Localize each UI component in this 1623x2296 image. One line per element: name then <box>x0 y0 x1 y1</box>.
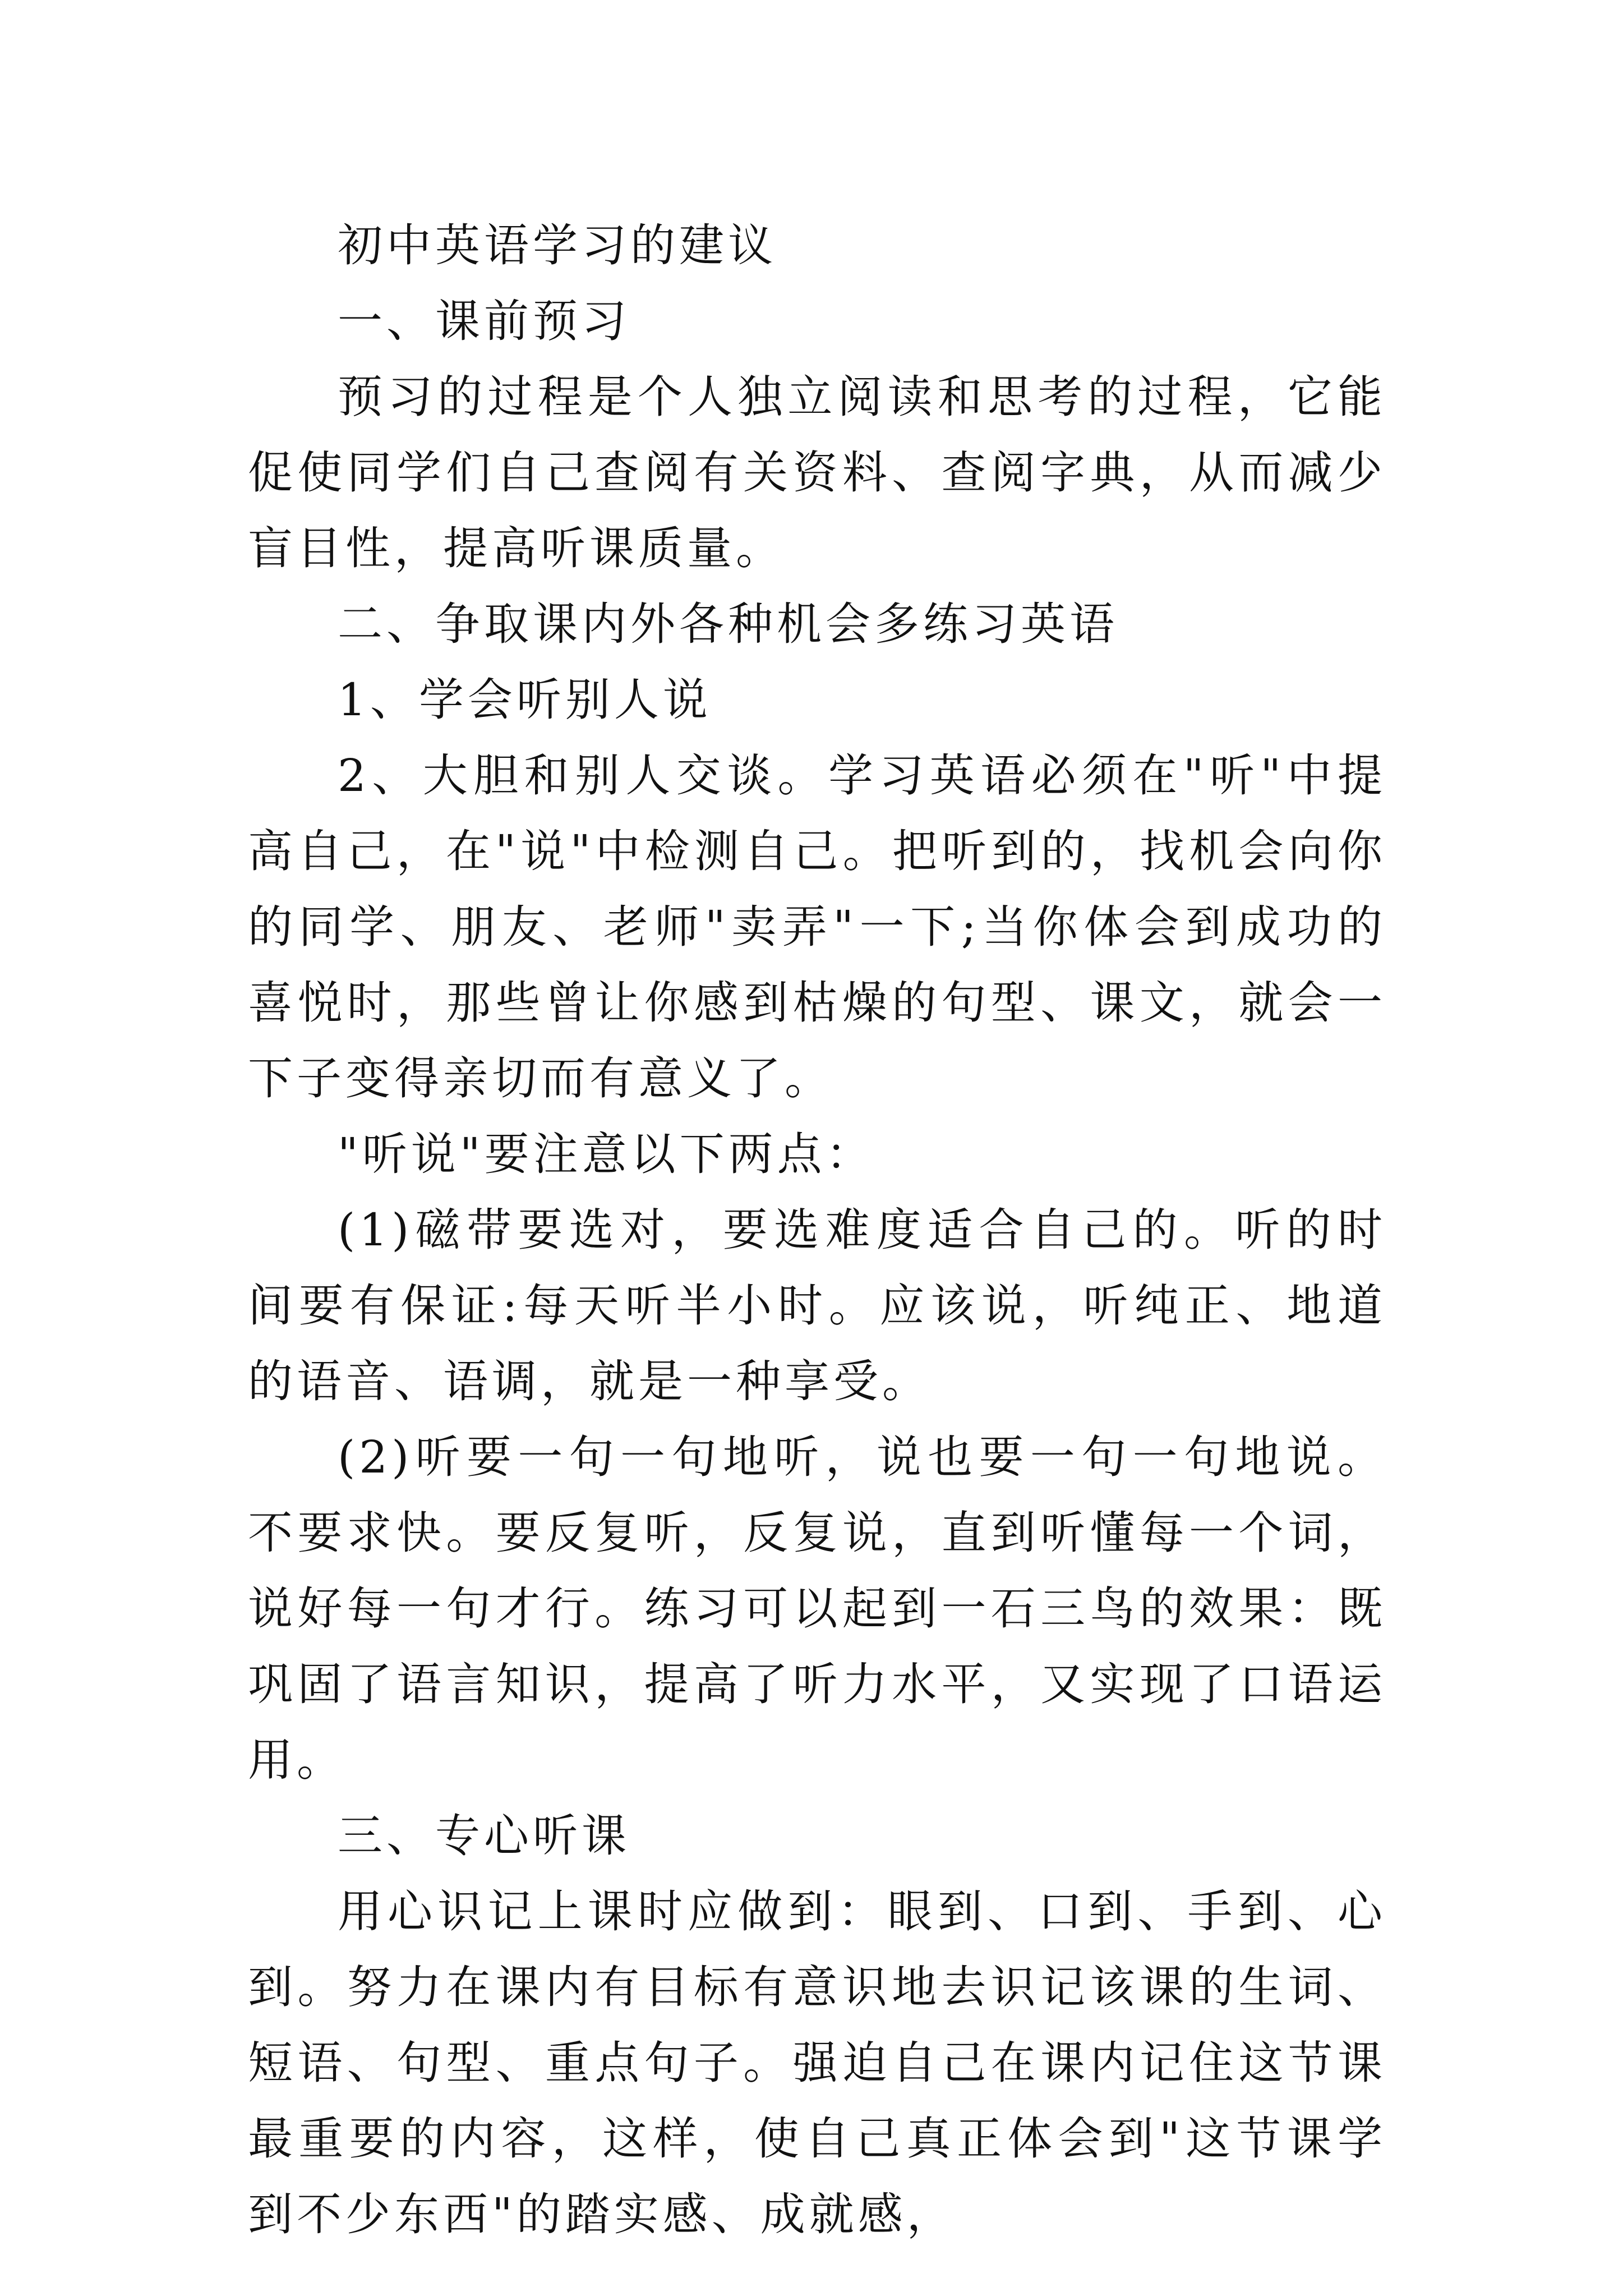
document-body <box>248 208 1386 2252</box>
section-heading-attention: 三、专心听课 <box>338 1810 630 1862</box>
list-item-talk: 2、大胆和别人交谈。学习英语必须在"听"中提高自己，在"说"中检测自己。把听到的，找机会向你的同学、朋友、老师"卖弄"一下;当你体会到成功的喜悦时，那些曾让你感到枯燥的句型、课文，就会一下子变得亲切而有意义了。 <box>248 749 1386 1105</box>
section-heading-practice: 二、争取课内外各种机会多练习英语 <box>338 598 1118 650</box>
point-sentence-by-sentence: (2)听要一句一句地听，说也要一句一句地说。不要求快。要反复听，反复说，直到听懂每一个词，说好每一句才行。练习可以起到一石三鸟的效果：既巩固了语言知识，提高了听力水平，又实现了口语运用。 <box>248 1431 1386 1786</box>
paragraph-preview-process: 预习的过程是个人独立阅读和思考的过程，它能促使同学们自己查阅有关资料、查阅字典，从而减少盲目性，提高听课质量。 <box>248 371 1386 574</box>
list-item-listen: 1、学会听别人说 <box>338 674 712 726</box>
document-title: 初中英语学习的建议 <box>338 219 777 272</box>
paragraph-memorize: 用心识记上课时应做到：眼到、口到、手到、心到。努力在课内有目标有意识地去识记该课的生词、短语、句型、重点句子。强迫自己在课内记住这节课最重要的内容，这样，使自己真正体会到"这节课学到不少东西"的踏实感、成就感， <box>248 1885 1386 2240</box>
point-tape-selection: (1)磁带要选对，要选难度适合自己的。听的时间要有保证:每天听半小时。应该说，听纯正、地道的语音、语调，就是一种享受。 <box>248 1204 1386 1407</box>
section-heading-preview: 一、课前预习 <box>338 295 630 347</box>
paragraph-listening-points: "听说"要注意以下两点： <box>338 1128 875 1180</box>
